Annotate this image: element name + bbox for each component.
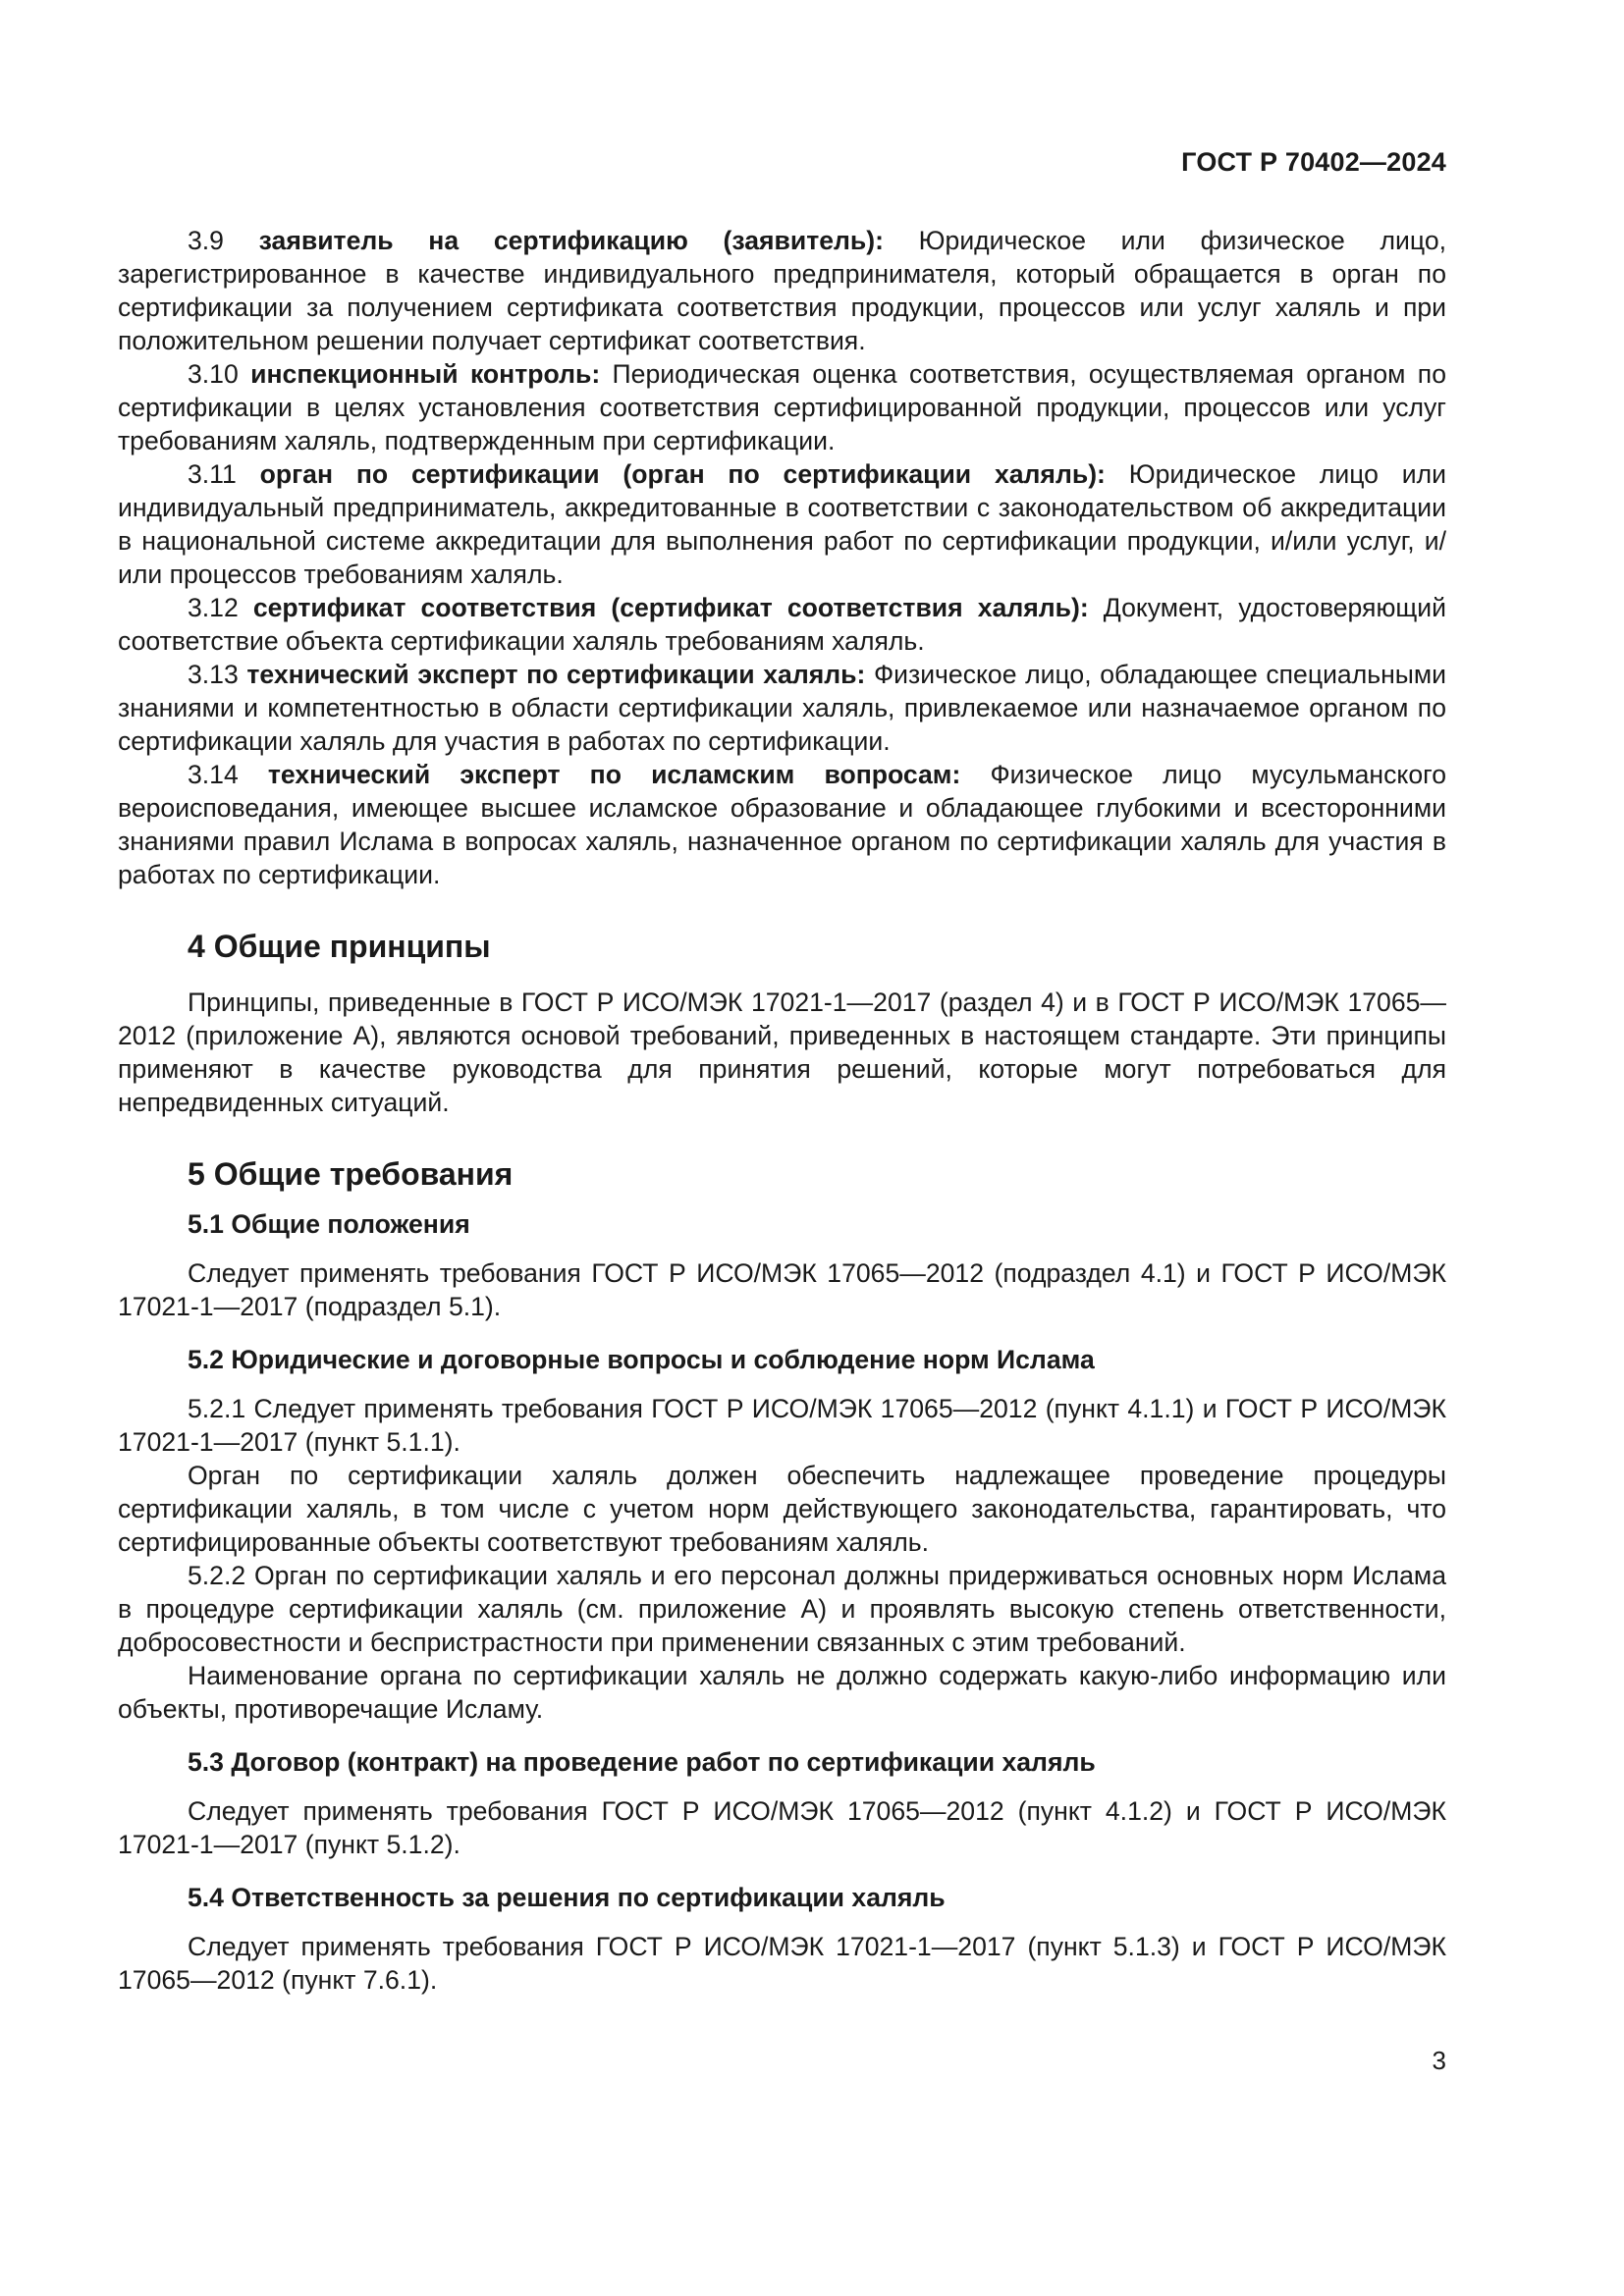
term-3-9 xyxy=(118,224,1446,357)
term-3-13 xyxy=(118,658,1446,758)
subsection-5-2-heading: 5.2 Юридические и договорные вопросы и соблюдение норм Ислама xyxy=(188,1345,1095,1374)
subsection-5-1-paragraph: Следует применять требования ГОСТ Р ИСО/МЭК 17065—2012 (подраздел 4.1) и ГОСТ Р ИСО/МЭК 17021-1—2017 (подраздел 5.1). xyxy=(118,1258,1446,1321)
subsection-5-3-paragraph: Следует применять требования ГОСТ Р ИСО/МЭК 17065—2012 (пункт 4.1.2) и ГОСТ Р ИСО/МЭК 17021-1—2017 (пункт 5.1.2). xyxy=(118,1796,1446,1859)
term-3-10 xyxy=(118,357,1446,457)
subsection-5-3-heading: 5.3 Договор (контракт) на проведение работ по сертификации халяль xyxy=(188,1747,1096,1777)
section-4-paragraph: Принципы, приведенные в ГОСТ Р ИСО/МЭК 17021-1—2017 (раздел 4) и в ГОСТ Р ИСО/МЭК 17065—2012 (приложение А), являются основой требований, приведенных в настоящем стандарте. Эти принципы применяют в качестве руководства для принятия решений, которые могут потребоваться для непредвиденных ситуаций. xyxy=(118,988,1446,1117)
term-definition: Физическое лицо мусульманского вероисповедания, имеющее высшее исламское образование и обладающее глубокими и всесторонними знаниями правил Ислама в вопросах халяль, назначенное органом по сертификации халяль для участия в работах по сертификации. xyxy=(118,760,1447,889)
subsection-5-4-heading: 5.4 Ответственность за решения по сертификации халяль xyxy=(188,1883,946,1912)
term-3-12 xyxy=(118,591,1446,658)
section-4-heading: 4 Общие принципы xyxy=(188,929,491,964)
term-name: инспекционный контроль: xyxy=(250,359,601,389)
term-definition: Юридическое или физическое лицо, зарегистрированное в качестве индивидуального предпринимателя, который обращается в орган по сертификации за получением сертификата соответствия продукции, процессов или услуг халяль и при положительном решении получает сертификат соответствия. xyxy=(118,226,1446,355)
term-3-14 xyxy=(118,758,1446,891)
subsection-5-2-paragraph: 5.2.1 Следует применять требования ГОСТ Р ИСО/МЭК 17065—2012 (пункт 4.1.1) и ГОСТ Р ИСО/МЭК 17021-1—2017 (пункт 5.1.1). xyxy=(118,1394,1446,1457)
term-name: заявитель на сертификацию (заявитель): xyxy=(258,226,884,255)
subsection-5-4-paragraph: Следует применять требования ГОСТ Р ИСО/МЭК 17021-1—2017 (пункт 5.1.3) и ГОСТ Р ИСО/МЭК 17065—2012 (пункт 7.6.1). xyxy=(118,1932,1446,1995)
subsection-5-1-heading: 5.1 Общие положения xyxy=(188,1209,470,1239)
term-number: 3.11 xyxy=(188,459,237,489)
section-5-heading: 5 Общие требования xyxy=(188,1156,514,1192)
term-definition: Периодическая оценка соответствия, осуществляемая органом по сертификации в целях установления соответствия сертифицированной продукции, процессов или услуг требованиям халяль, подтвержденным при сертификации. xyxy=(118,359,1447,455)
term-name: орган по сертификации (орган по сертификации халяль): xyxy=(259,459,1106,489)
document-code: ГОСТ Р 70402—2024 xyxy=(1181,147,1446,177)
term-name: технический эксперт по сертификации халяль: xyxy=(246,660,866,689)
document-body xyxy=(118,224,1446,1997)
subsection-5-2-paragraph: 5.2.2 Орган по сертификации халяль и его персонал должны придерживаться основных норм Ислама в процедуре сертификации халяль (см. приложение А) и проявлять высокую степень ответственности, добросовестности и беспристрастности при применении связанных с этим требований. xyxy=(118,1561,1446,1657)
term-name: сертификат соответствия (сертификат соответствия халяль): xyxy=(252,593,1089,622)
page-number: 3 xyxy=(1432,2046,1446,2075)
term-number: 3.9 xyxy=(188,226,224,255)
subsection-5-2-paragraph: Наименование органа по сертификации халяль не должно содержать какую-либо информацию или объекты, противоречащие Исламу. xyxy=(118,1661,1446,1724)
term-number: 3.14 xyxy=(188,760,239,789)
term-definition: Физическое лицо, обладающее специальными знаниями и компетентностью в области сертификации халяль, привлекаемое или назначаемое органом по сертификации халяль для участия в работах по сертификации. xyxy=(118,660,1447,756)
term-number: 3.13 xyxy=(188,660,239,689)
term-number: 3.12 xyxy=(188,593,239,622)
term-definition: Документ, удостоверяющий соответствие объекта сертификации халяль требованиям халяль. xyxy=(118,593,1446,656)
subsection-5-2-paragraph: Орган по сертификации халяль должен обеспечить надлежащее проведение процедуры сертификации халяль, в том числе с учетом норм действующего законодательства, гарантировать, что сертифицированные объекты соответствуют требованиям халяль. xyxy=(118,1461,1446,1557)
term-number: 3.10 xyxy=(188,359,239,389)
term-definition: Юридическое лицо или индивидуальный предприниматель, аккредитованные в соответствии с законодательством об аккредитации в национальной системе аккредитации для выполнения работ по сертификации продукции, и/или услуг, и/или процессов требованиям халяль. xyxy=(118,459,1447,589)
term-3-11 xyxy=(118,457,1446,591)
term-name: технический эксперт по исламским вопросам: xyxy=(267,760,961,789)
